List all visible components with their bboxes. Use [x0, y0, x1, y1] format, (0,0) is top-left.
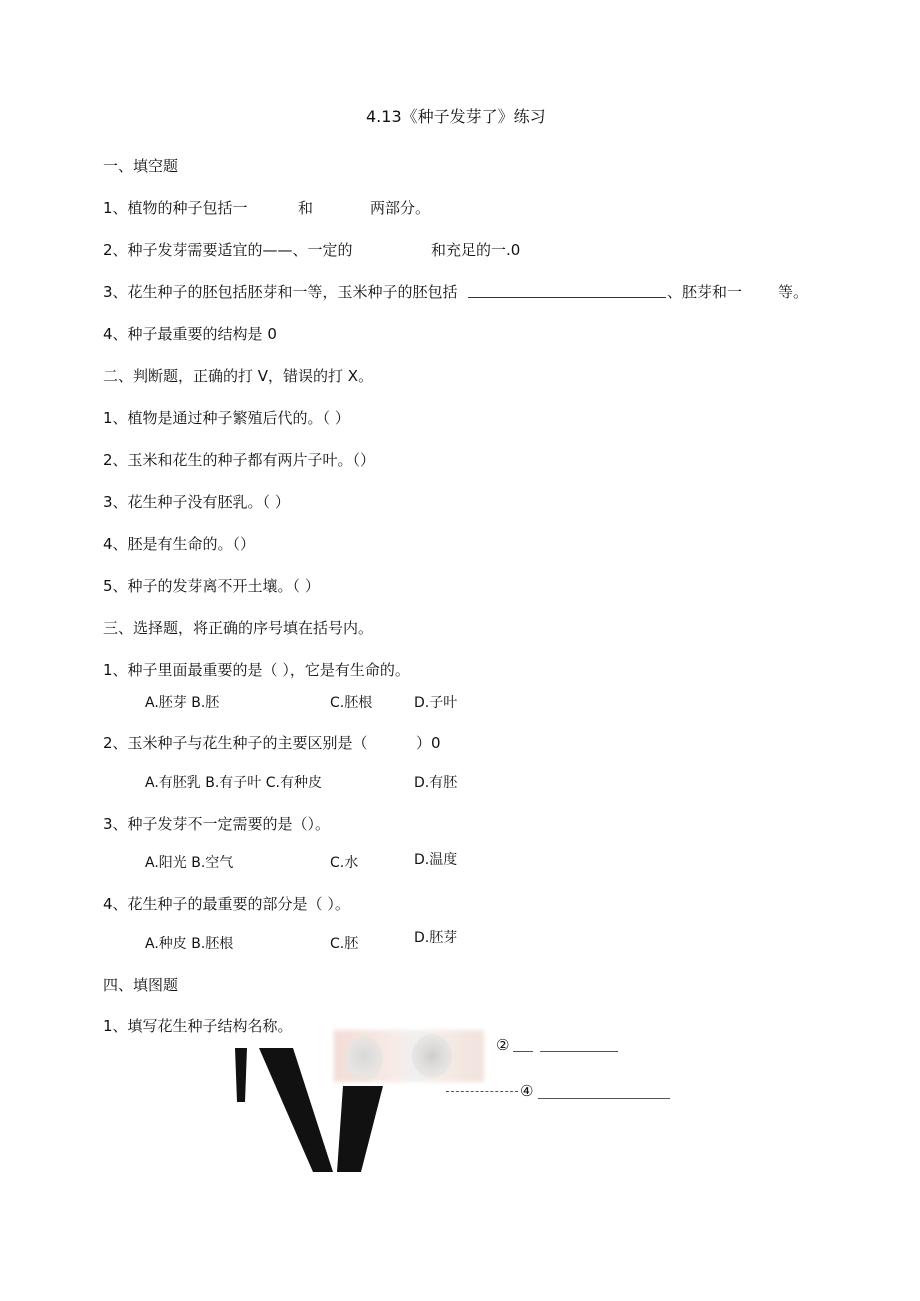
mc-question: 2、玉米种子与花生种子的主要区别是（ — [103, 734, 368, 752]
section-heading-fill-blank: 一、填空题 — [103, 157, 179, 175]
section-heading-diagram: 四、填图题 — [103, 976, 179, 994]
tf-item: 3、花生种子没有胚乳。（ ） — [103, 493, 290, 511]
label-4-leader-line — [446, 1091, 518, 1092]
label-4-blank — [538, 1098, 670, 1099]
mc-option: C.胚根 — [330, 695, 373, 711]
question-1-4: 4、种子最重要的结构是 0 — [103, 325, 277, 343]
mc-question: 3、种子发芽不一定需要的是（）。 — [103, 815, 331, 833]
stroke-mark — [337, 1086, 383, 1172]
mc-question: 1、种子里面最重要的是（ ），它是有生命的。 — [103, 661, 410, 679]
tf-item: 1、植物是通过种子繁殖后代的。（ ） — [103, 409, 350, 427]
mc-question-tail: ）0 — [416, 734, 441, 752]
tf-item: 5、种子的发芽离不开土壤。（ ） — [103, 577, 320, 595]
label-2-blank-short — [513, 1051, 533, 1052]
mc-option: C.水 — [330, 855, 359, 871]
stroke-mark — [235, 1048, 247, 1102]
question-1-3-part-c: 等。 — [778, 283, 809, 301]
page-title: 4.13《种子发芽了》练习 — [366, 107, 546, 126]
question-1-1-part-b: 和 — [298, 199, 314, 217]
mc-question: 4、花生种子的最重要的部分是（ ）。 — [103, 895, 350, 913]
answer-blank-line — [468, 297, 666, 298]
mc-option: A.胚芽 B.胚 — [145, 695, 220, 711]
question-1-3-part-b: 、胚芽和一 — [667, 283, 743, 301]
mc-option: D.胚芽 — [414, 930, 458, 946]
question-1-2-part-a: 2、种子发芽需要适宜的——、一定的 — [103, 241, 353, 259]
mc-option: D.温度 — [414, 852, 458, 868]
mc-option: D.有胚 — [414, 775, 458, 791]
label-2-blank — [540, 1051, 618, 1052]
mc-option: A.阳光 B.空气 — [145, 855, 234, 871]
question-1-1-part-c: 两部分。 — [370, 199, 431, 217]
big-stroke-marks — [225, 1040, 405, 1180]
mc-option: C.胚 — [330, 936, 359, 952]
tf-item: 2、玉米和花生的种子都有两片子叶。（） — [103, 451, 376, 469]
mc-option: A.有胚乳 B.有子叶 C.有种皮 — [145, 775, 322, 791]
diagram-question: 1、填写花生种子结构名称。 — [103, 1017, 293, 1035]
mc-option: D.子叶 — [414, 695, 458, 711]
question-1-3-part-a: 3、花生种子的胚包括胚芽和一等，玉米种子的胚包括 — [103, 283, 458, 301]
tf-item: 4、胚是有生命的。（） — [103, 535, 256, 553]
question-1-2-part-b: 和充足的一.0 — [431, 241, 521, 259]
mc-option: A.种皮 B.胚根 — [145, 936, 234, 952]
question-1-1-part-a: 1、植物的种子包括一 — [103, 199, 248, 217]
seed-half-right — [412, 1034, 452, 1078]
section-heading-multiple-choice: 三、选择题，将正确的序号填在括号内。 — [103, 619, 374, 637]
stroke-mark — [259, 1048, 333, 1172]
label-4: ④ — [520, 1082, 534, 1100]
section-heading-true-false: 二、判断题，正确的打 V，错误的打 X。 — [103, 367, 374, 385]
label-2: ② — [496, 1036, 510, 1054]
